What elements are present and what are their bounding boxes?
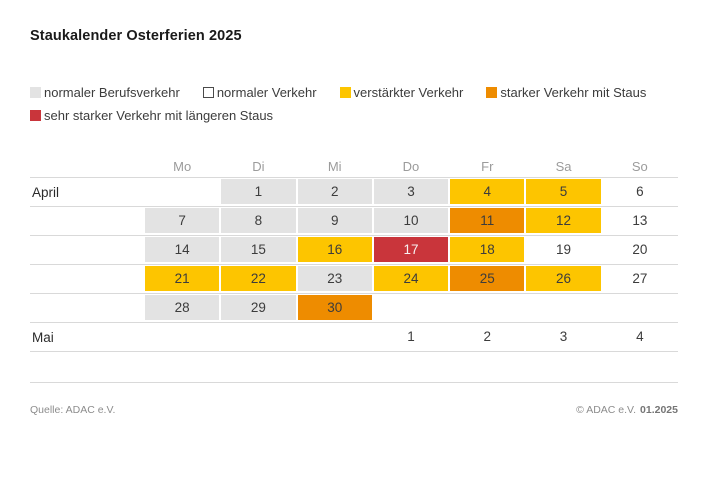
day-cell: 21 (145, 266, 219, 291)
day-cell: 4 (450, 179, 524, 204)
month-label: April (32, 184, 60, 200)
copyright-note (576, 404, 678, 416)
day-cell: 23 (298, 266, 372, 291)
day-cell: 22 (221, 266, 295, 291)
legend-swatch-orange-icon (486, 87, 497, 98)
day-header: So (631, 158, 648, 174)
day-cell: 12 (526, 208, 600, 233)
empty-cell (221, 324, 295, 349)
legend-swatch-outlined-icon (203, 87, 214, 98)
copyright-text: © ADAC e.V. (576, 404, 637, 416)
calendar-day-header-row (30, 155, 678, 177)
day-cell: 7 (145, 208, 219, 233)
day-cell: 3 (559, 329, 568, 344)
source-note: Quelle: ADAC e.V. (30, 404, 116, 416)
month-label (30, 294, 144, 322)
day-cell: 3 (374, 179, 448, 204)
day-cell: 2 (298, 179, 372, 204)
legend-swatch-yellow-icon (340, 87, 351, 98)
day-cell: 15 (221, 237, 295, 262)
empty-cell (298, 324, 372, 349)
calendar-row (30, 293, 678, 322)
day-cell: 4 (636, 329, 644, 344)
day-cell: 9 (298, 208, 372, 233)
empty-cell (603, 295, 677, 320)
day-cell: 10 (374, 208, 448, 233)
calendar-body (30, 177, 678, 352)
day-header: Mo (173, 158, 192, 174)
legend-label: normaler Verkehr (216, 85, 317, 100)
month-label: Mai (32, 329, 54, 345)
day-cell: 11 (450, 208, 524, 233)
legend-label: verstärkter Verkehr (353, 85, 464, 100)
legend-row-1 (30, 81, 682, 104)
day-cell: 17 (374, 237, 448, 262)
legend-item (203, 85, 317, 100)
day-cell: 24 (374, 266, 448, 291)
day-cell: 28 (145, 295, 219, 320)
legend-label: starker Verkehr mit Staus (500, 85, 647, 100)
calendar-row (30, 322, 678, 351)
legend-item (30, 85, 180, 100)
day-cell: 8 (221, 208, 295, 233)
legend-swatch-gray-icon (30, 87, 41, 98)
month-label (30, 265, 144, 293)
calendar-row (30, 177, 678, 206)
day-header: Do (402, 158, 420, 174)
day-cell: 6 (636, 184, 644, 199)
legend-label: sehr starker Verkehr mit längeren Staus (44, 108, 274, 123)
edition-text: 01.2025 (640, 404, 678, 416)
calendar-row (30, 264, 678, 293)
day-cell: 1 (407, 329, 415, 344)
day-cell: 25 (450, 266, 524, 291)
calendar-row (30, 206, 678, 235)
calendar-row (30, 235, 678, 264)
day-cell: 16 (298, 237, 372, 262)
month-label (30, 207, 144, 235)
day-cell: 30 (298, 295, 372, 320)
empty-cell (145, 324, 219, 349)
page-title: Staukalender Osterferien 2025 (30, 28, 242, 44)
day-header: Sa (555, 158, 572, 174)
legend-swatch-red-icon (30, 110, 41, 121)
day-cell: 14 (145, 237, 219, 262)
day-cell: 1 (221, 179, 295, 204)
day-cell: 26 (526, 266, 600, 291)
day-header: Mi (327, 158, 342, 174)
month-label (30, 236, 144, 264)
day-cell: 27 (632, 271, 648, 286)
legend-item (340, 85, 464, 100)
traffic-calendar (30, 155, 678, 352)
footer (30, 404, 678, 416)
day-cell: 19 (556, 242, 572, 257)
legend-item (30, 108, 273, 123)
empty-cell (450, 295, 524, 320)
day-cell: 20 (632, 242, 648, 257)
empty-cell (374, 295, 448, 320)
day-cell: 5 (526, 179, 600, 204)
day-cell: 13 (632, 213, 648, 228)
day-cell: 2 (483, 329, 492, 344)
empty-cell (145, 179, 219, 204)
day-cell: 29 (221, 295, 295, 320)
legend-row-2 (30, 104, 682, 127)
day-header: Fr (481, 158, 494, 174)
traffic-legend (30, 81, 682, 127)
day-cell: 18 (450, 237, 524, 262)
legend-label: normaler Berufsverkehr (44, 85, 180, 100)
legend-item (486, 85, 646, 100)
empty-cell (526, 295, 600, 320)
footer-divider (30, 382, 678, 383)
day-header: Di (252, 158, 265, 174)
